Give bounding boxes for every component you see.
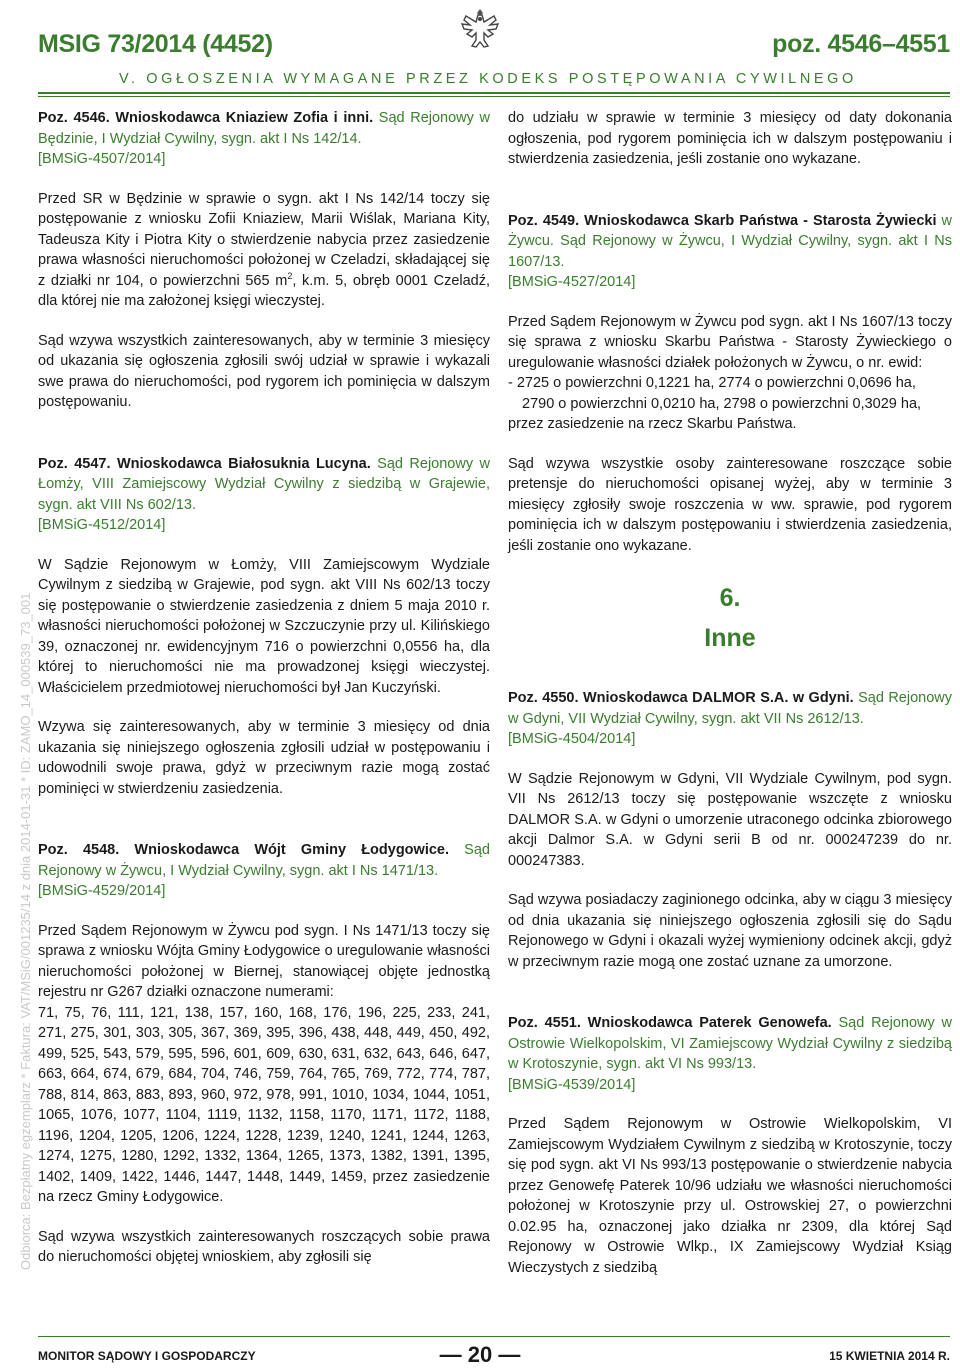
notice-4547-header: [38, 454, 490, 516]
notice-4546-body: [38, 189, 490, 312]
left-column: [38, 108, 490, 1268]
notice-4551-body: Przed Sądem Rejonowym w Ostrowie Wielkopolskim, VI Zamiejscowym Wydziałem Cywilnym z siedzibą w Krotoszynie, toczy się pod sygn. akt VI Ns 993/13 postępowanie o stwierdzenie nabycia przez Genowefę Paterek 10/96 udziału we własności nieruchomości położonej w Krotoszynie przy ul. Ostrowskiej 27, o powierzchni 0.02.95 ha, oznaczonej jako działka nr 2309, dla której Sąd Rejonowy w Ostrowie Wlkp., IX Zamiejscowy Wydział Ksiąg Wieczystych z siedzibą: [508, 1116, 952, 1276]
parcel-line-2: 2790 o powierzchni 0,0210 ha, 2798 o powierzchni 0,3029 ha,: [522, 395, 922, 412]
section-title: V. OGŁOSZENIA WYMAGANE PRZEZ KODEKS POSTĘPOWANIA CYWILNEGO: [119, 71, 857, 87]
watermark-text: Odbiorca: Bezpłatny egzemplarz * Faktura: VAT/MSiG/001235/14 z dnia 2014-01-31 * ID: ZAMO_14_000539_73_001: [18, 592, 33, 1270]
right-column: [508, 108, 952, 1278]
notice-4551-title: Poz. 4551. Wnioskodawca Paterek Genowefa.: [508, 1015, 832, 1031]
notice-4550-ref: [BMSiG-4504/2014]: [508, 731, 636, 747]
publication-date: 15 KWIETNIA 2014 R.: [829, 1349, 950, 1363]
page-number: — 20 —: [439, 1342, 521, 1367]
notice-4546-ref: [BMSiG-4507/2014]: [38, 151, 166, 167]
notice-4548-ref: [BMSiG-4529/2014]: [38, 883, 166, 899]
notice-4551-header: [508, 1013, 952, 1075]
notice-4549-header: [508, 211, 952, 273]
notice-4548-body: Przed Sądem Rejonowym w Żywcu pod sygn. I Ns 1471/13 toczy się sprawa z wniosku Wójta Gminy Łodygowice o uregulowanie własności nieruchomości położonej w Biernej, stanowiącej objęte jednostką rejestru nr G267 działki oznaczone numerami:: [38, 922, 490, 1000]
notice-4546-summons: Sąd wzywa wszystkich zainteresowanych, aby w terminie 3 miesięcy od ukazania się ogłoszenia zgłosili swój udział w sprawie i wykazali swe prawa do nieruchomości, pod rygorem ich pominięcia w dalszym postępowaniu.: [38, 332, 490, 410]
header-rule: [38, 92, 950, 94]
notice-4547-title: Poz. 4547. Wnioskodawca Białosuknia Lucyna.: [38, 455, 371, 472]
publication-name: MONITOR SĄDOWY I GOSPODARCZY: [38, 1349, 256, 1363]
parcel-line-1: - 2725 o powierzchni 0,1221 ha, 2774 o powierzchni 0,0696 ha,: [508, 375, 916, 391]
polish-eagle-emblem-icon: [460, 6, 500, 52]
issue-number: MSIG 73/2014 (4452): [38, 30, 273, 58]
header-rule-thin: [38, 96, 950, 97]
notice-4547-court: Sąd Rejonowy w Łomży, VIII Zamiejscowy Wydział Cywilny z siedzibą w Grajewie, sygn. akt VIII Ns 602/13.: [38, 455, 490, 513]
notice-4546-court: Sąd Rejonowy w Będzinie, I Wydział Cywilny, sygn. akt I Ns 142/14.: [38, 110, 491, 147]
notice-4550-court: Sąd Rejonowy w Gdyni, VII Wydział Cywilny, sygn. akt VII Ns 2612/13.: [508, 690, 952, 727]
notice-4546-title: Poz. 4546. Wnioskodawca Kniaziew Zofia i inni.: [38, 110, 374, 126]
notice-4548-title: Poz. 4548. Wnioskodawca Wójt Gminy Łodygowice.: [38, 842, 450, 858]
notice-4546-body-b: , k.m. 5, obręb 0001 Czeladź, dla której nie ma założonej księgi wieczystej.: [38, 272, 491, 309]
notice-4548-parcels: 71, 75, 76, 111, 121, 138, 157, 160, 168, 176, 196, 225, 233, 241, 271, 275, 301, 303, 305, 367, 369, 395, 396, 438, 448, 449, 450, 492, 499, 525, 543, 579, 595, 596, 601, 609, 630, 631, 632, 643, 646, 647, 663, 664, 674, 679, 684, 704, 746, 759, 764, 765, 769, 772, 774, 787, 788, 814, 863, 883, 893, 960, 972, 978, 991, 1010, 1034, 1044, 1051, 1065, 1076, 1077, 1104, 1119, 1132, 1158, 1170, 1171, 1172, 1188, 1196, 1204, 1205, 1206, 1224, 1228, 1239, 1240, 1241, 1244, 1263, 1274, 1275, 1280, 1292, 1332, 1364, 1265, 1373, 1382, 1391, 1395, 1402, 1409, 1422, 1446, 1447, 1448, 1449, 1459, przez zasiedzenie na rzecz Gminy Łodygowice.: [38, 1004, 490, 1205]
notice-4549-ref: [BMSiG-4527/2014]: [508, 274, 636, 290]
positions-range: poz. 4546–4551: [772, 30, 950, 58]
notice-4548-court: Sąd Rejonowy w Żywcu, I Wydział Cywilny, sygn. akt I Ns 1471/13.: [38, 842, 490, 879]
notice-4546-header: [38, 108, 490, 149]
notice-4547-body: W Sądzie Rejonowym w Łomży, VIII Zamiejscowym Wydziale Cywilnym z siedzibą w Grajewie, pod sygn. akt VIII Ns 602/13 toczy się postępowanie o stwierdzenie zasiedzenia z dniem 5 maja 2010 r. własności nieruchomości położonej w Szczuczynie przy ul. Kilińskiego 39, oznaczonej nr. ewidencyjnym 716 o powierzchni 0,0556 ha, dla której to nieruchomości nie ma prowadzonej księgi wieczystej. Właścicielem przedmiotowej nieruchomości był Jan Kuczyński.: [38, 556, 490, 696]
notice-4548-continued: do udziału w sprawie w terminie 3 miesięcy od daty dokonania ogłoszenia, pod rygorem pominięcia ich w dalszym postępowaniu i stwierdzenia zasiedzenia, jeśli zostanie ono wykazane.: [508, 110, 952, 167]
notice-4550-header: [508, 688, 952, 729]
notice-4548-summons: Sąd wzywa wszystkich zainteresowanych roszczących sobie prawa do nieruchomości objętej wnioskiem, aby zgłosili się: [38, 1228, 490, 1265]
notice-4549-title: Poz. 4549. Wnioskodawca Skarb Państwa - Starosta Żywiecki: [508, 212, 937, 229]
notice-4549-summons: Sąd wzywa wszystkie osoby zainteresowane roszczące sobie pretensje do nieruchomości opisanej wyżej, aby w terminie 3 miesięcy zgłosiły swoje roszczenia w ww. sprawie, pod rygorem pominięcia ich w dalszym postępowaniu i stwierdzenia zasiedzenia, jeśli zostanie ono wykazane.: [508, 455, 952, 554]
chapter-number: 6.: [719, 584, 741, 612]
notice-4551-court: Sąd Rejonowy w Ostrowie Wielkopolskim, VI Zamiejscowy Wydział Cywilny z siedzibą w Krotoszynie, sygn. akt VI Ns 993/13.: [508, 1015, 953, 1072]
notice-4547-summons: Wzywa się zainteresowanych, aby w terminie 3 miesięcy od dnia ukazania się niniejszego ogłoszenia zgłosili udział w postępowaniu i udowodnili swoje prawa, gdyż w przeciwnym razie mogą zostać pominięci w stwierdzeniu zasiedzenia.: [38, 719, 490, 797]
notice-4550-summons: Sąd wzywa posiadaczy zaginionego odcinka, aby w ciągu 3 miesięcy od dnia ukazania się niniejszego ogłoszenia zgłosili się do Sądu Rejonowego w Gdyni i okazali wyżej wymieniony odcinek akcji, gdyż w przeciwnym razie mogą one zostać uznane za umorzone.: [508, 892, 952, 970]
notice-4549-body: Przed Sądem Rejonowym w Żywcu pod sygn. akt I Ns 1607/13 toczy się sprawa z wniosku Skarbu Państwa - Starosty Żywieckiego o uregulowanie własności działek położonych w Żywcu, o nr. ewid:: [508, 313, 952, 371]
notice-4547-ref: [BMSiG-4512/2014]: [38, 517, 166, 533]
superscript-2: 2: [287, 270, 293, 281]
chapter-title: Inne: [704, 624, 756, 652]
parcel-line-3: przez zasiedzenie na rzecz Skarbu Państwa.: [508, 416, 797, 432]
notice-4550-body: W Sądzie Rejonowym w Gdyni, VII Wydziale Cywilnym, pod sygn. VII Ns 2612/13 toczy się postępowanie wszczęte z wniosku DALMOR S.A. w Gdyni o umorzenie utraconego odcinka zbiorowego akcji Dalmor S.A. w Gdyni serii B od nr. 000247239 do nr. 000247383.: [508, 770, 952, 869]
notice-4551-ref: [BMSiG-4539/2014]: [508, 1076, 636, 1093]
footer-rule: [38, 1336, 950, 1337]
notice-4549-parcel-list: [508, 373, 952, 414]
notice-4550-title: Poz. 4550. Wnioskodawca DALMOR S.A. w Gdyni.: [508, 690, 854, 706]
notice-4546-body-a: Przed SR w Będzinie w sprawie o sygn. akt I Ns 142/14 toczy się postępowanie z wniosku Zofii Kniaziew, Marii Wiślak, Mariana Kity, Tadeusza Kity i Piotra Kity o stwierdzenie nabycia przez zasiedzenie prawa własności nieruchomości położonej w Czeladzi, składającej się z działki nr 104, o powierzchni 565 m: [38, 190, 490, 289]
notice-4549-court: w Żywcu. Sąd Rejonowy w Żywcu, I Wydział Cywilny, sygn. akt I Ns 1607/13.: [508, 212, 953, 270]
notice-4548-header: [38, 840, 490, 881]
